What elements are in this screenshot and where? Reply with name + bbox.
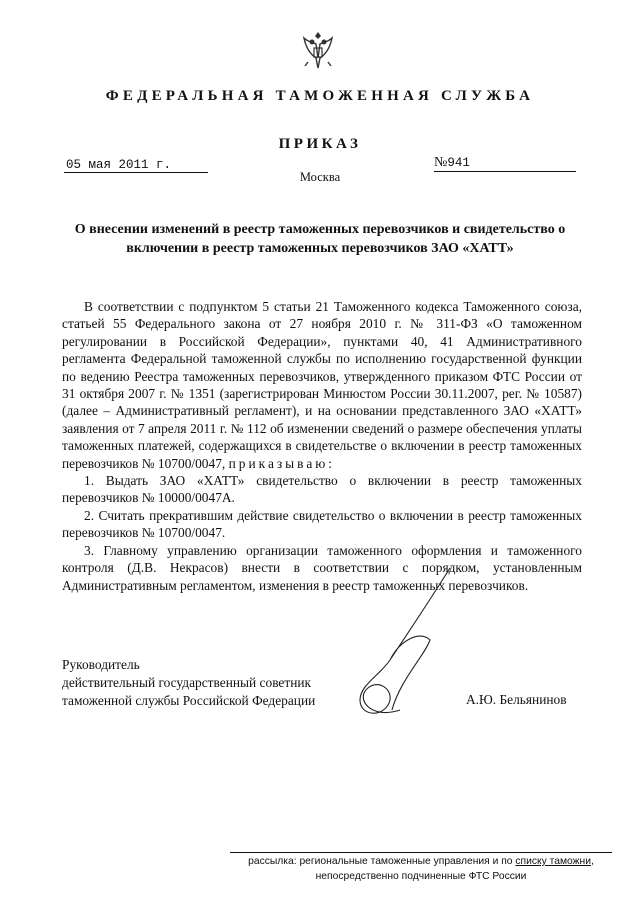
coat-of-arms-icon — [298, 28, 338, 72]
distribution-comma: , — [591, 856, 594, 867]
order-item-2: 2. Считать прекратившим действие свидетельство о включении в реестр таможенных перевозчиков № 10700/0047. — [62, 507, 582, 541]
signer-rank: действительный государственный советник — [62, 675, 312, 690]
distribution-line-1 — [226, 854, 616, 869]
intro-paragraph — [62, 298, 582, 472]
footer-divider — [230, 852, 612, 853]
document-body — [62, 298, 582, 594]
distribution-text: рассылка: региональные таможенные управления и по — [248, 856, 516, 867]
order-item-3: 3. Главному управлению организации таможенного оформления и таможенного контроля (Д.В. Некрасов) внести в соответствии с порядком, установленным Административным регламентом, изменения в реестр таможенных перевозчиков. — [62, 542, 582, 593]
order-item-1: 1. Выдать ЗАО «ХАТТ» свидетельство о включении в реестр таможенных перевозчиков № 10000/0047А. — [62, 473, 582, 506]
signer-rank-cont: таможенной службы Российской Федерации — [62, 693, 316, 708]
agency-name: ФЕДЕРАЛЬНАЯ ТАМОЖЕННАЯ СЛУЖБА — [105, 88, 535, 104]
order-word: приказываю: — [228, 455, 335, 471]
handwritten-signature — [330, 560, 460, 730]
document-date: 05 мая 2011 г. — [64, 158, 208, 173]
distribution-line-2: непосредственно подчиненные ФТС России — [315, 871, 527, 882]
intro-text: В соответствии с подпунктом 5 статьи 21 Таможенного кодекса Таможенного союза, статьей 55 Федерального закона от 27 ноября 2010 г. № 311-ФЗ «О таможенном регулировании в Российской Федерации», пунктами 40, 41 Административного регламента Федеральной таможенной службы по исполнению государственной функции по ведению Реестра таможенных перевозчиков, утвержденного приказом ФТС России от 31 октября 2007 г. № 1351 (зарегистрирован Минюстом России 30.11.2007, рег. № 10587) (далее – Административный регламент), и на основании представленного ЗАО «ХАТТ» заявления от 7 апреля 2011 г. № 112 об изменении сведений о размере обеспечения уплаты таможенных платежей, содержащихся в свидетельстве о включении в реестр таможенных перевозчиков № 10700/0047, — [62, 299, 582, 471]
signer-position: Руководитель — [62, 657, 140, 672]
document-type: ПРИКАЗ — [278, 136, 362, 152]
number-sign: № — [434, 155, 448, 170]
signer-block — [62, 656, 315, 710]
document-title: О внесении изменений в реестр таможенных перевозчиков и свидетельство о включении в реестр таможенных перевозчиков ЗАО «ХАТТ» — [74, 222, 566, 256]
distribution-note — [226, 854, 616, 884]
signer-name: А.Ю. Бельянинов — [466, 692, 567, 707]
document-number: 941 — [447, 156, 470, 170]
customs-list-link[interactable]: списку таможни — [515, 856, 591, 867]
city: Москва — [299, 170, 341, 184]
